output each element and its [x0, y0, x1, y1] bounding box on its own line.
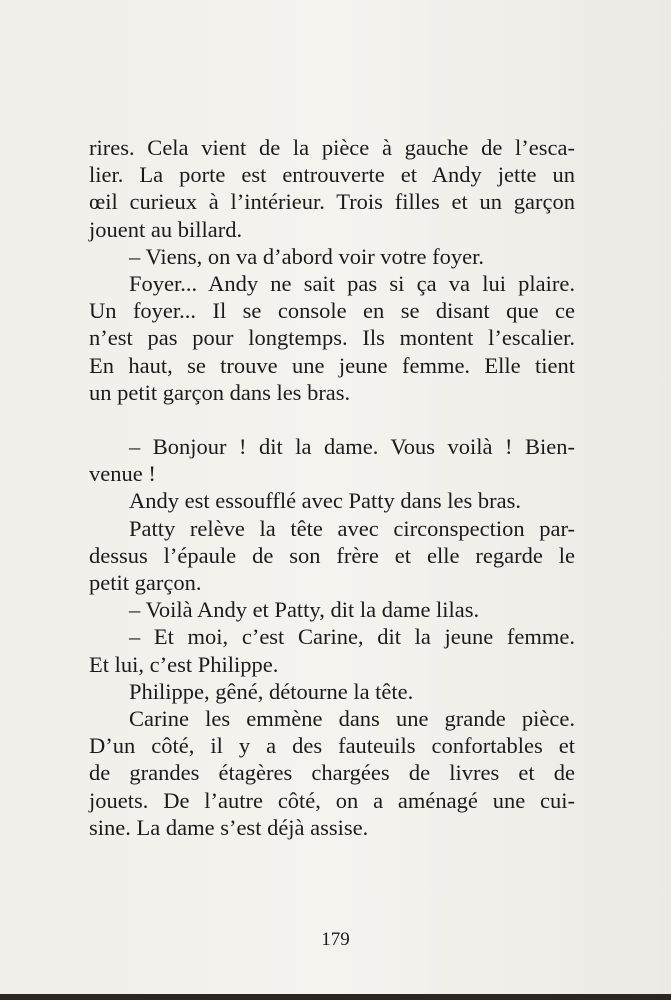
text-line: jouent au billard.: [89, 216, 243, 242]
text-line: de grandes étagères chargées de livres et de: [89, 760, 575, 786]
text-line: Andy est essoufflé avec Patty dans les bras.: [129, 488, 521, 514]
paragraph: [89, 270, 575, 406]
text-line: D’un côté, il y a des fauteuils confortables et: [89, 733, 575, 759]
paragraph: [89, 243, 575, 270]
text-line: n’est pas pour longtemps. Ils montent l’escalier.: [89, 325, 575, 351]
text-line: – Viens, on va d’abord voir votre foyer.: [129, 243, 485, 269]
text-line: En haut, se trouve une jeune femme. Elle tient: [89, 352, 575, 378]
text-line: Foyer... Andy ne sait pas si ça va lui plaire.: [129, 271, 575, 297]
paragraph: [89, 134, 575, 243]
text-line: – Et moi, c’est Carine, dit la jeune femme.: [129, 624, 575, 650]
paragraph: [89, 515, 575, 597]
text-line: venue !: [89, 461, 156, 487]
paragraph: [89, 433, 575, 487]
paragraph: [89, 487, 575, 514]
text-line: dessus l’épaule de son frère et elle regarde le: [89, 542, 575, 568]
text-line: – Bonjour ! dit la dame. Vous voilà ! Bien-: [129, 434, 575, 460]
paragraph: [89, 596, 575, 623]
section-gap: [89, 406, 575, 433]
text-line: Patty relève la tête avec circonspection par-: [129, 515, 575, 541]
text-line: Et lui, c’est Philippe.: [89, 651, 279, 677]
text-line: sine. La dame s’est déjà assise.: [89, 814, 369, 840]
text-line: Un foyer... Il se console en se disant que ce: [89, 298, 575, 324]
text-line: petit garçon.: [89, 570, 202, 596]
text-line: – Voilà Andy et Patty, dit la dame lilas.: [129, 597, 480, 623]
text-line: lier. La porte est entrouverte et Andy jette un: [89, 162, 575, 188]
page-bottom-edge: [0, 994, 671, 1000]
paragraph: [89, 705, 575, 841]
paragraph: [89, 678, 575, 705]
text-line: Carine les emmène dans une grande pièce.: [129, 706, 575, 732]
page-number: 179: [321, 929, 350, 950]
text-line: rires. Cela vient de la pièce à gauche de l’esca-: [89, 135, 575, 160]
text-line: jouets. De l’autre côté, on a aménagé une cui-: [89, 787, 575, 813]
page-body-text: [89, 134, 575, 841]
text-line: œil curieux à l’intérieur. Trois filles et un garçon: [89, 189, 575, 215]
text-line: Philippe, gêné, détourne la tête.: [129, 678, 414, 704]
text-line: un petit garçon dans les bras.: [89, 379, 351, 405]
paragraph: [89, 623, 575, 677]
